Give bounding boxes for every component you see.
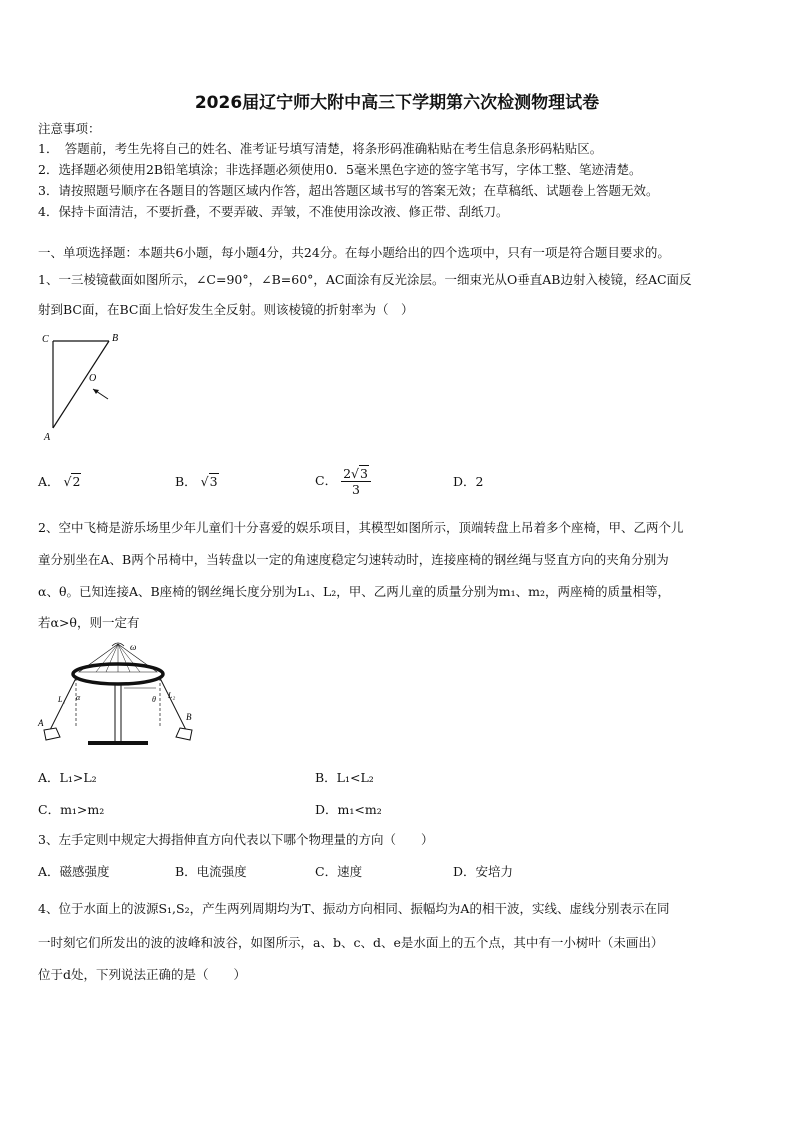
q1-option-b-value: 3 [209,474,218,489]
q2-stem-line-4: 若α>θ，则一定有 [38,615,140,630]
q1-option-a-value: 2 [72,474,81,489]
q1-label-o: O [89,373,97,384]
q2-label-l1: L₁ [58,695,66,704]
q2-label-l2: L₂ [168,691,176,700]
q2-label-a: A [38,718,44,728]
q2-label-omega: ω [130,642,137,652]
q2-stem-line-1: 2、空中飞椅是游乐场里少年儿童们十分喜爱的娱乐项目，其模型如图所示，顶端转盘上吊着多个座椅，甲、乙两个儿 [38,520,684,535]
notice-item-1: 1． 答题前，考生先将自己的姓名、准考证号填写清楚，将条形码准确粘贴在考生信息条形码粘贴区。 [38,141,603,156]
q1-stem-line-2: 射到BC面，在BC面上恰好发生全反射。则该棱镜的折射率为（ ） [38,302,414,317]
support-pole [115,684,121,742]
q1-option-d[interactable]: D．2 [453,474,484,489]
q1-label-c: C [42,334,49,345]
q1-option-c[interactable] [315,466,371,497]
q2-label-theta: θ [152,695,156,704]
seat-b [176,728,192,740]
q3-option-d[interactable]: D．安培力 [453,864,514,879]
exam-title: 2026届辽宁师大附中高三下学期第六次检测物理试卷 [194,93,600,113]
ground-base [88,741,148,745]
q1-label-a: A [44,432,51,443]
notice-item-3: 3．请按照题号顺序在各题目的答题区域内作答，超出答题区域书写的答案无效；在草稿纸、试题卷上答题无效。 [38,183,659,198]
q4-stem-line-3: 位于d处，下列说法正确的是（ ） [38,967,247,982]
q3-option-b[interactable]: B．电流强度 [175,864,247,879]
notice-item-4: 4．保持卡面清洁，不要折叠，不要弄破、弄皱，不准使用涂改液、修正带、刮纸刀。 [38,204,509,219]
cable-l2 [160,678,186,730]
q2-stem-line-2: 童分别坐在A、B两个吊椅中，当转盘以一定的角速度稳定匀速转动时，连接座椅的钢丝绳与竖直方向的夹角分别为 [38,552,669,567]
section-1-heading: 一、单项选择题：本题共6小题，每小题4分，共24分。在每小题给出的四个选项中，只有一项是符合题目要求的。 [38,245,670,260]
q4-stem-line-2: 一时刻它们所发出的波的波峰和波谷，如图所示，a、b、c、d、e是水面上的五个点，其中有一小树叶（未画出） [38,935,664,950]
q2-option-a[interactable]: A．L₁>L₂ [38,770,97,785]
q2-flying-chair-figure [36,640,206,750]
cable-l1 [50,678,76,730]
q4-stem-line-1: 4、位于水面上的波源S₁,S₂，产生两列周期均为T、振动方向相同、振幅均为A的相干波，实线、虚线分别表示在同 [38,901,670,916]
q3-option-c[interactable]: C．速度 [315,864,363,879]
sqrt-icon: √ [63,474,72,489]
q2-label-b: B [186,712,192,722]
prism-side-ab [53,341,109,428]
sqrt-icon: √ [200,474,209,489]
notice-heading: 注意事项： [38,121,101,136]
frac-numerator-coef: 2 [343,466,352,481]
frac-denominator: 3 [352,482,360,497]
q2-stem-line-3: α、θ。已知连接A、B座椅的钢丝绳长度分别为L₁、L₂，甲、乙两儿童的质量分别为m₁、m₂，两座椅的质量相等， [38,584,671,599]
frac-numerator-radicand: 3 [359,466,368,481]
q2-label-alpha: α [76,693,81,702]
q1-option-a-label: A． [38,474,60,489]
q2-option-c[interactable]: C．m₁>m₂ [38,802,105,817]
q3-stem-line-1: 3、左手定则中规定大拇指伸直方向代表以下哪个物理量的方向（ ） [38,832,434,847]
q1-stem-line-1: 1、一三棱镜截面如图所示，∠C=90°，∠B=60°，AC面涂有反光涂层。一细束光从O垂直AB边射入棱镜，经AC面反 [38,272,692,287]
notice-item-2: 2．选择题必须使用2B铅笔填涂；非选择题必须使用0．5毫米黑色字迹的签字笔书写，字体工整、笔迹清楚。 [38,162,642,177]
q1-option-b[interactable] [175,474,219,490]
q2-option-b[interactable]: B．L₁<L₂ [315,770,374,785]
q1-prism-figure [36,328,126,446]
q1-option-c-fraction [341,466,371,497]
arrow-icon [93,389,99,394]
q3-option-a[interactable]: A．磁感强度 [38,864,110,879]
seat-a [44,728,60,740]
q1-option-b-label: B． [175,474,197,489]
q1-option-a[interactable] [38,474,81,490]
q1-label-b: B [112,333,119,344]
q2-option-d[interactable]: D．m₁<m₂ [315,802,382,817]
sqrt-icon: √ [351,466,359,481]
q1-option-c-label: C． [315,473,338,488]
